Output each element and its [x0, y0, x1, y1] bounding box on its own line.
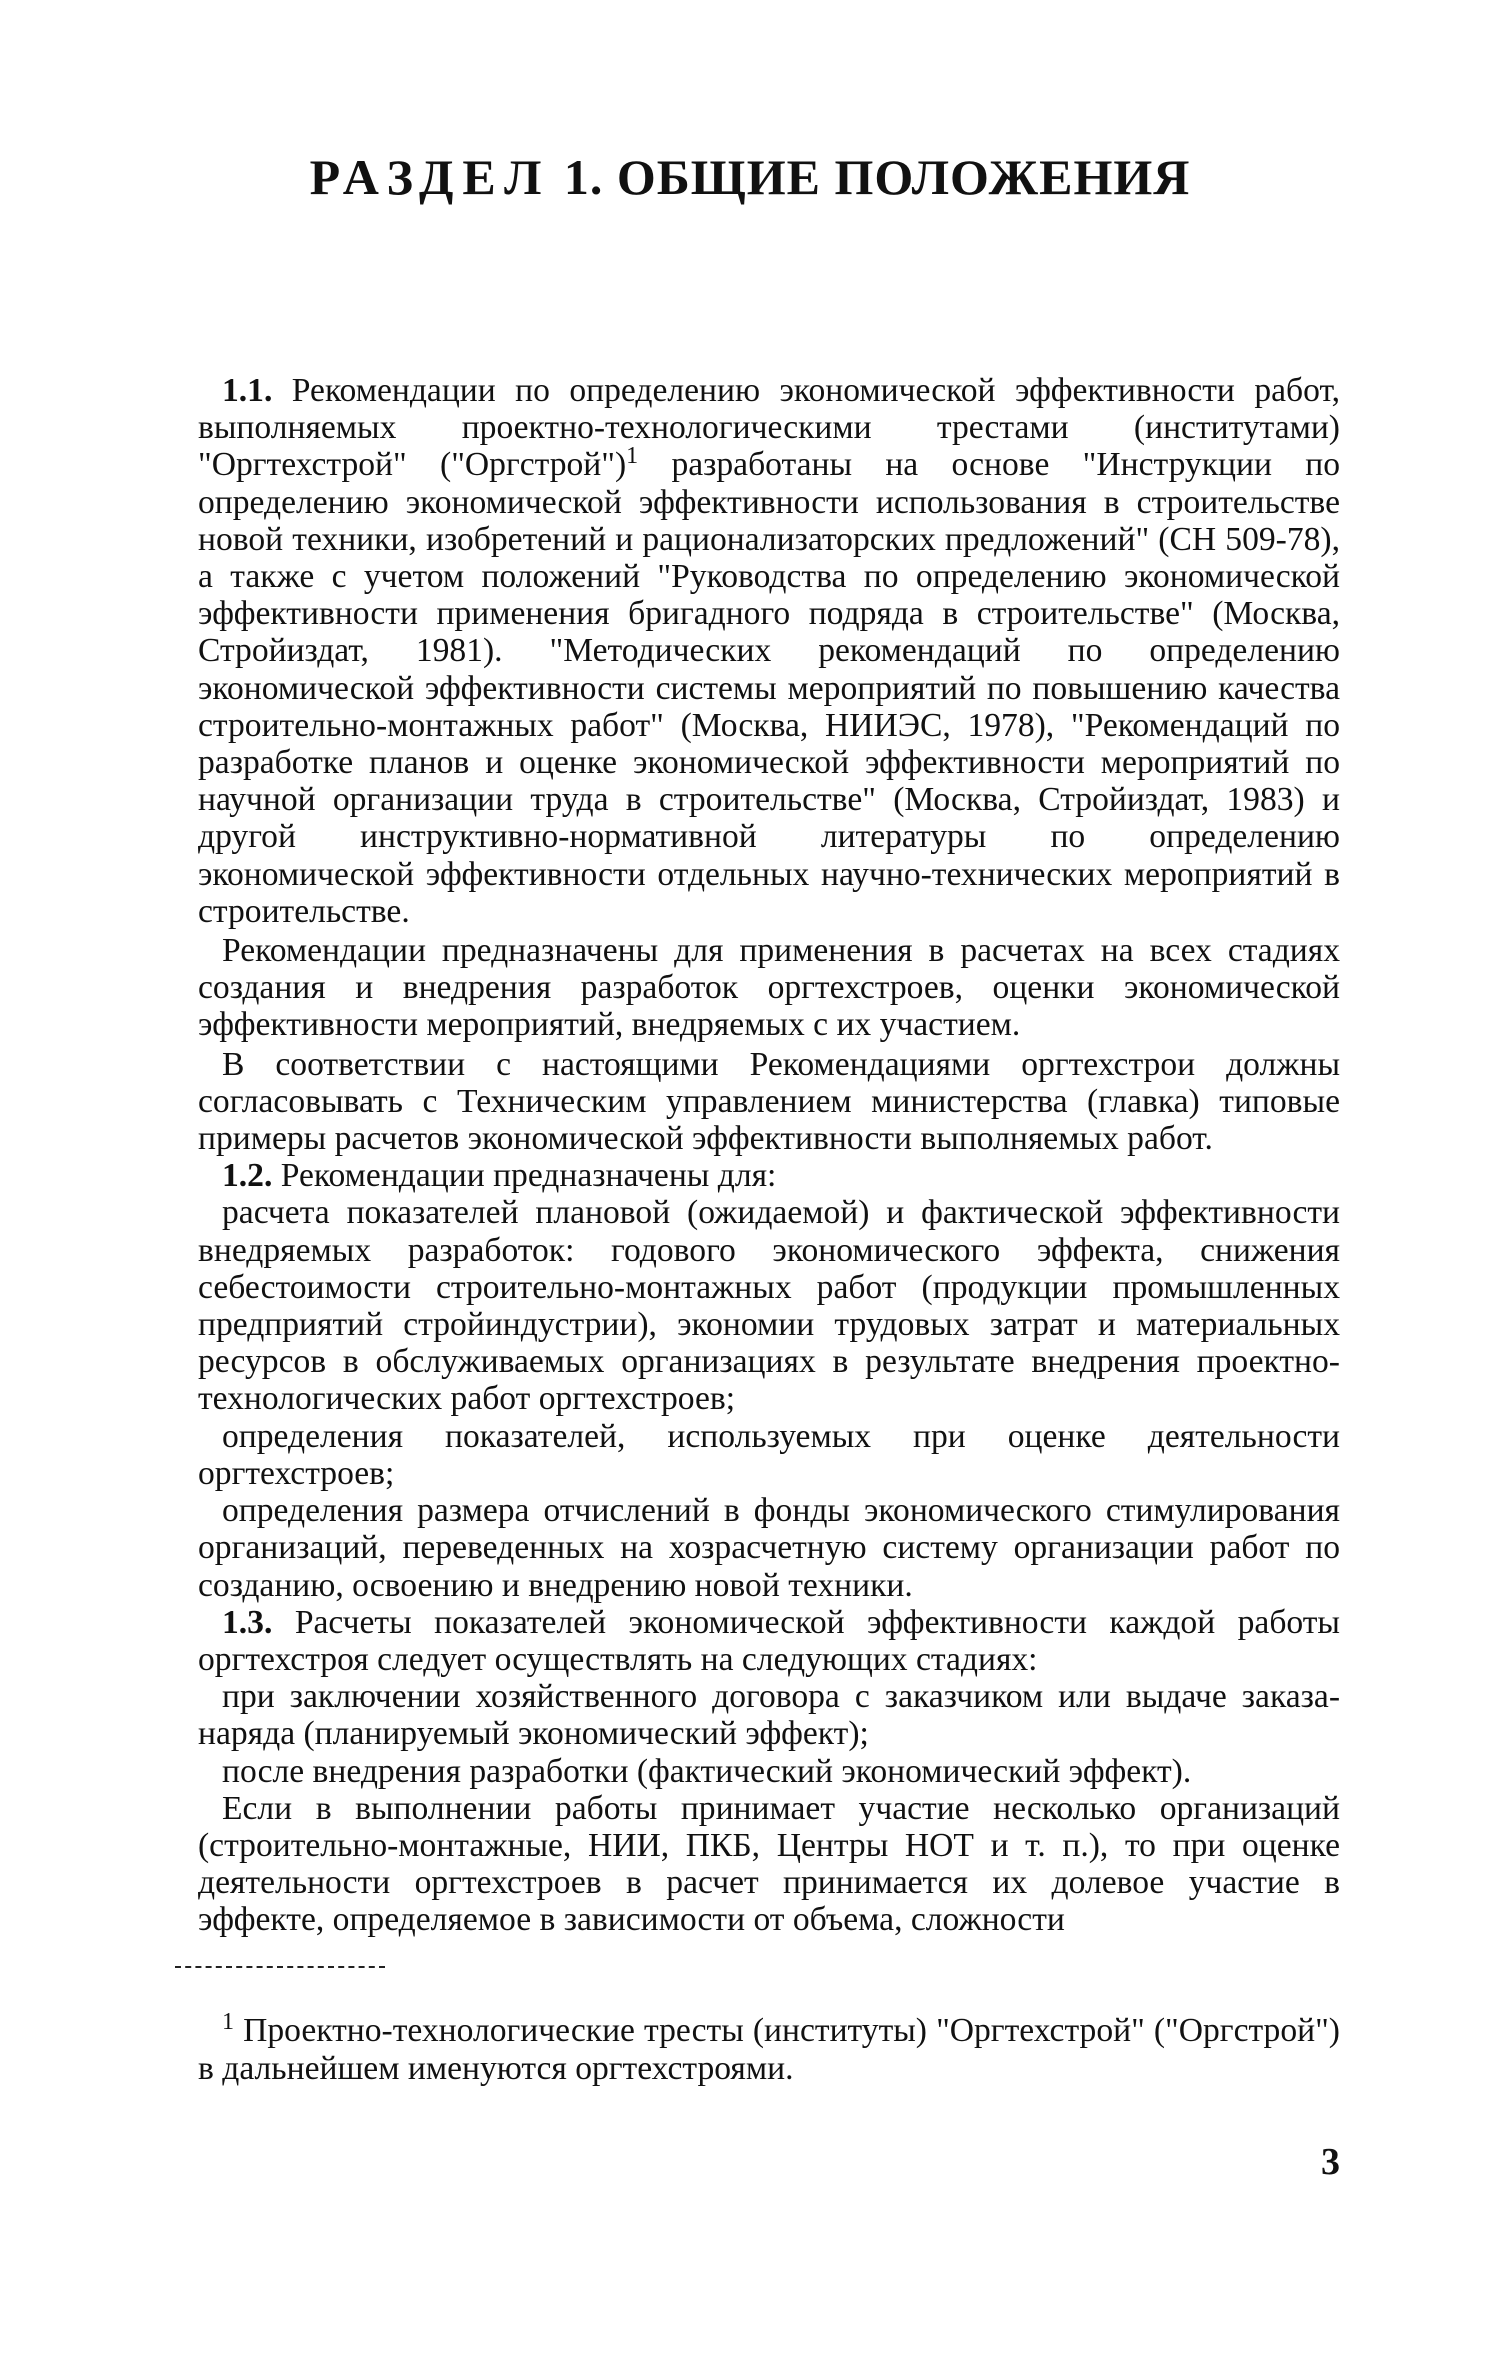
paragraph: В соответствии с настоящими Рекомендациями оргтехстрои должны согласовывать с Техническим управлением министерства (главка) типовые примеры расчетов экономической эффективности выполняемых работ.: [198, 1045, 1340, 1158]
footnote-separator: [175, 1966, 385, 1968]
clause-number: 1.1.: [222, 372, 273, 409]
paragraph-text: Расчеты показателей экономической эффективности каждой работы оргтехстроя следует осуществлять на следующих стадиях:: [198, 1603, 1340, 1678]
list-item: расчета показателей плановой (ожидаемой) и фактической эффективности внедряемых разработок: годового экономического эффекта, снижения себестоимости строительно-монтажных работ (продукции промышленных предприятий стройиндустрии), экономии трудовых затрат и материальных ресурсов в обслуживаемых организациях в результате внедрения проектно-технологических работ оргтехстроев;: [198, 1194, 1340, 1418]
list-item: определения размера отчислений в фонды экономического стимулирования организаций, переведенных на хозрасчетную систему организации работ по созданию, освоению и внедрению новой техники.: [198, 1492, 1340, 1604]
page-number: 3: [1321, 2141, 1340, 2183]
list-item: при заключении хозяйственного договора с заказчиком или выдаче заказа-наряда (планируемый экономический эффект);: [198, 1678, 1340, 1753]
paragraph: Рекомендации предназначены для применения в расчетах на всех стадиях создания и внедрения разработок оргтехстроев, оценки экономической эффективности мероприятий, внедряемых с их участием.: [198, 932, 1340, 1044]
clause-number: 1.2.: [222, 1157, 273, 1195]
paragraph-1-3: [198, 1604, 1340, 1678]
list-item: после внедрения разработки (фактический экономический эффект).: [222, 1752, 1192, 1790]
footnote-marker: 1: [626, 443, 639, 470]
paragraph-text: разработаны на основе "Инструкции по определению экономической эффективности использования в строительстве новой техники, изобретений и рационализаторских предложений" (СН 509-78), а также с учетом положений "Руководства по определению экономической эффективности применения бригадного подряда в строительстве" (Москва, Стройиздат, 1981). "Методических рекомендаций по определению экономической эффективности системы мероприятий по повышению качества строительно-монтажных работ" (Москва, НИИЭС, 1978), "Рекомендаций по разработке планов и оценке экономической эффективности мероприятий по научной организации труда в строительстве" (Москва, Стройиздат, 1983) и другой инструктивно-нормативной литературы по определению экономической эффективности отдельных научно-технических мероприятий в строительстве.: [198, 446, 1340, 930]
section-heading: [0, 148, 1500, 206]
list-item: определения показателей, используемых при оценке деятельности оргтехстроев;: [198, 1417, 1340, 1492]
footnote-text: Проектно-технологические тресты (институты) "Оргтехстрой" ("Оргстрой") в дальнейшем именуются оргтехстроями.: [198, 2012, 1340, 2087]
main-text: [198, 372, 1340, 1939]
footnote-number: 1: [222, 2008, 234, 2035]
paragraph-1-1: [198, 372, 1340, 930]
footnote: [198, 2008, 1340, 2088]
paragraph: Если в выполнении работы принимает участие несколько организаций (строительно-монтажные, НИИ, ПКБ, Центры НОТ и т. п.), то при оценке деятельности оргтехстроев в расчет принимается их долевое участие в эффекте, определяемое в зависимости от объема, сложности: [198, 1789, 1340, 1939]
paragraph-text: Рекомендации по определению экономической эффективности работ, выполняемых проектно-технологическими трестами (институтами) "Оргтехстрой" ("Оргстрой"): [198, 372, 1340, 484]
paragraph-1-2: [198, 1157, 1340, 1194]
paragraph-text: Рекомендации предназначены для:: [272, 1157, 777, 1195]
section-heading-title: 1. ОБЩИЕ ПОЛОЖЕНИЯ: [550, 149, 1191, 205]
clause-number: 1.3.: [222, 1603, 273, 1641]
section-heading-label: РАЗДЕЛ: [309, 149, 551, 205]
